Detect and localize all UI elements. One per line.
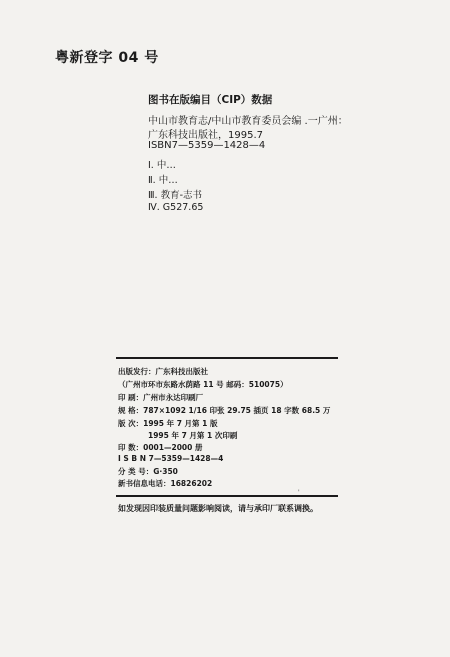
colophon-printer: 印 刷：广州市永达印刷厂	[118, 393, 204, 402]
cip-title: 图书在版编目（CIP）数据	[148, 94, 273, 106]
colophon-top-rule	[116, 357, 338, 359]
cip-subject-1: Ⅰ. 中…	[148, 160, 176, 171]
cip-line-3: ISBN7—5359—1428—4	[148, 140, 266, 151]
colophon-format: 规 格：787×1092 1/16 印张 29.75 插页 18 字数 68.5 万	[118, 406, 331, 415]
cip-subject-3: Ⅲ. 教育-志书	[148, 190, 203, 201]
colophon-classification: 分 类 号：G·350	[118, 467, 178, 476]
colophon-publisher: 出版发行：广东科技出版社	[118, 367, 208, 376]
print-mark: '	[298, 489, 300, 496]
colophon-printing: 1995 年 7 月第 1 次印刷	[148, 431, 238, 440]
colophon-phone: 新书信息电话：16826202	[118, 479, 213, 488]
quality-notice: 如发现因印装质量问题影响阅读，请与承印厂联系调换。	[118, 504, 318, 513]
cip-subject-2: Ⅱ. 中…	[148, 175, 178, 186]
colophon-address: （广州市环市东路水荫路 11 号 邮码：510075）	[118, 380, 288, 389]
colophon-bottom-rule	[116, 495, 338, 497]
cip-line-2: 广东科技出版社，1995.7	[148, 130, 263, 141]
colophon-edition: 版 次：1995 年 7 月第 1 版	[118, 419, 218, 428]
colophon-isbn: I S B N 7—5359—1428—4	[118, 454, 224, 463]
colophon-print-run: 印 数：0001—2000 册	[118, 443, 203, 452]
cip-subject-4: Ⅳ. G527.65	[148, 202, 204, 213]
registration-number: 粤新登字 04 号	[55, 50, 159, 66]
cip-line-1: 中山市教育志/中山市教育委员会编 .一广州：	[148, 116, 348, 127]
